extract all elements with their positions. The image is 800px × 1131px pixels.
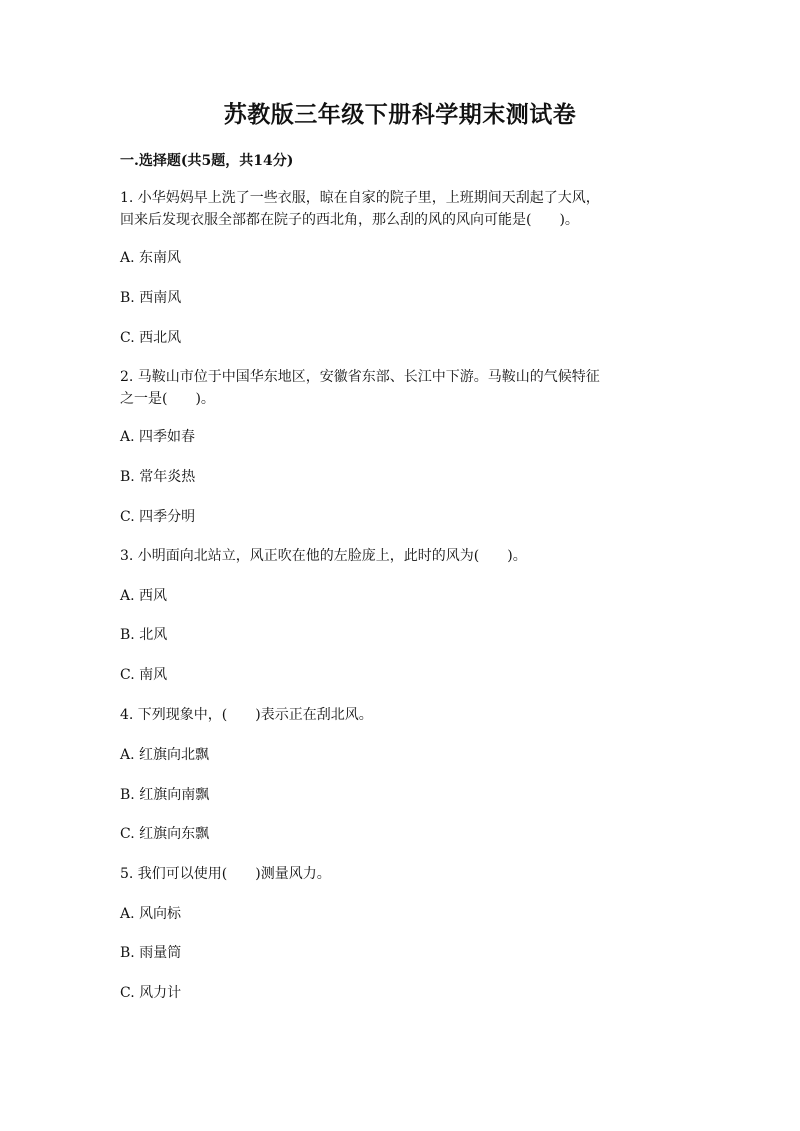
question-4-stem-line-1: 4. 下列现象中，( )表示正在刮北风。: [120, 707, 373, 723]
question-5-option-a: A. 风向标: [120, 906, 182, 922]
question-2-option-a: A. 四季如春: [120, 429, 196, 445]
question-4-option-c: C. 红旗向东飘: [120, 826, 210, 842]
question-3-option-a: A. 西风: [120, 588, 168, 604]
question-4-option-b: B. 红旗向南飘: [120, 787, 210, 803]
question-4-option-a: A. 红旗向北飘: [120, 747, 210, 763]
question-1-option-c: C. 西北风: [120, 330, 182, 346]
question-5-option-c: C. 风力计: [120, 985, 182, 1001]
question-2-option-c: C. 四季分明: [120, 509, 196, 525]
section-heading: 一.选择题(共5题，共14分): [120, 153, 294, 169]
question-5-stem-line-1: 5. 我们可以使用( )测量风力。: [120, 866, 331, 882]
question-3-option-c: C. 南风: [120, 667, 168, 683]
question-1-stem-line-2: 回来后发现衣服全部都在院子的西北角，那么刮的风的风向可能是( )。: [120, 212, 579, 228]
question-3-stem-line-1: 3. 小明面向北站立，风正吹在他的左脸庞上，此时的风为( )。: [120, 548, 527, 564]
page-title: 苏教版三年级下册科学期末测试卷: [223, 101, 577, 128]
question-2-option-b: B. 常年炎热: [120, 469, 196, 485]
question-2-stem-line-1: 2. 马鞍山市位于中国华东地区，安徽省东部、长江中下游。马鞍山的气候特征: [120, 369, 600, 385]
question-2-stem-line-2: 之一是( )。: [120, 391, 215, 407]
question-5-option-b: B. 雨量筒: [120, 945, 182, 961]
question-3-option-b: B. 北风: [120, 627, 168, 643]
question-1-option-b: B. 西南风: [120, 290, 182, 306]
question-1-stem-line-1: 1. 小华妈妈早上洗了一些衣服，晾在自家的院子里，上班期间天刮起了大风，: [120, 190, 600, 206]
question-1-option-a: A. 东南风: [120, 250, 182, 266]
